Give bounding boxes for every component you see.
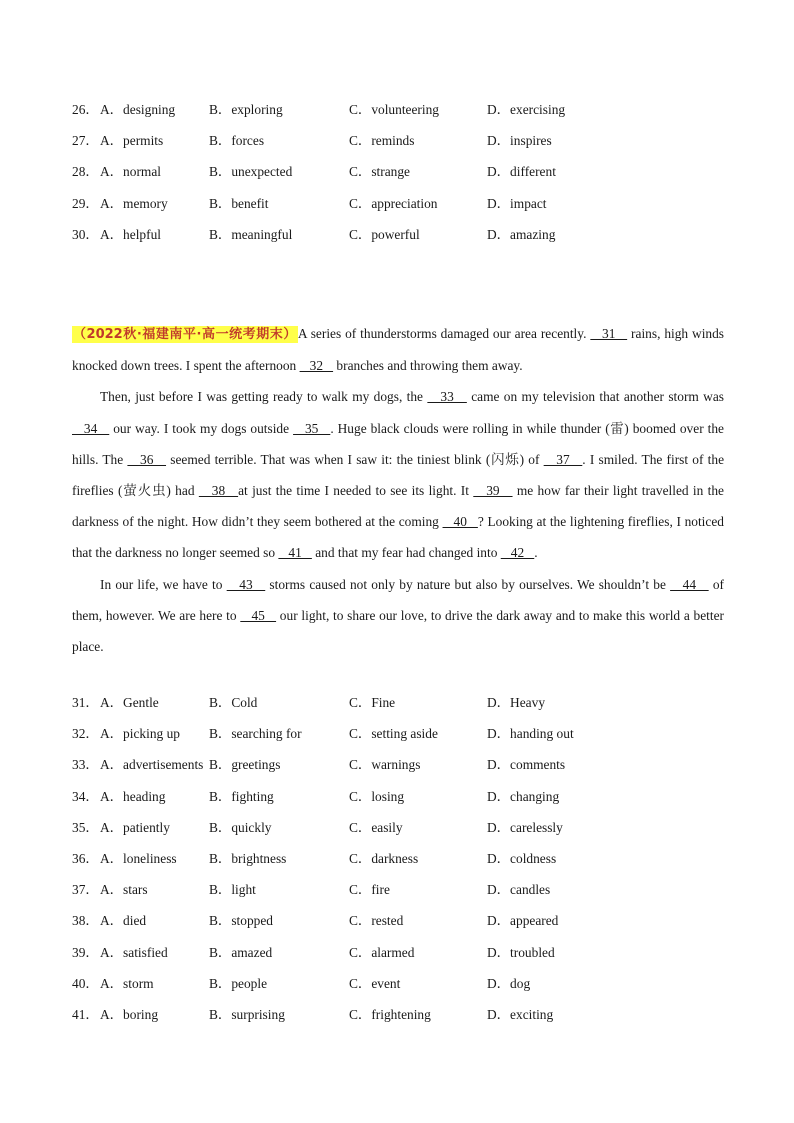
- option-b: B．greetings: [209, 757, 281, 773]
- option-c: C．event: [349, 975, 401, 991]
- option-a: A．picking up: [100, 726, 180, 742]
- blank-33: 33: [427, 389, 467, 405]
- question-row: [72, 911, 732, 942]
- blank-39: 39: [473, 483, 513, 499]
- option-d: D．inspires: [487, 133, 552, 149]
- option-a: A．heading: [100, 788, 166, 804]
- option-b: B．light: [209, 882, 256, 898]
- blank-32: 32: [299, 358, 334, 374]
- option-b: B．unexpected: [209, 164, 293, 180]
- option-d: D．handing out: [487, 726, 574, 742]
- passage-text: .: [534, 545, 538, 561]
- question-number: 29．: [72, 195, 99, 211]
- option-a: A．died: [100, 913, 147, 929]
- option-c: C．fire: [349, 882, 390, 898]
- passage-text: seemed terrible. That was when I saw it: the tiniest blink (闪烁) of: [166, 451, 544, 467]
- passage-text: rains, high winds knocked down trees. I spent the afternoon: [72, 326, 725, 374]
- option-list-26-30: [72, 100, 732, 256]
- option-a: A．boring: [100, 1006, 159, 1022]
- option-d: D．candles: [487, 882, 551, 898]
- question-row: [72, 225, 732, 256]
- option-b: B．surprising: [209, 1006, 285, 1022]
- option-d: D．impact: [487, 195, 547, 211]
- passage-text: Then, just before I was getting ready to walk my dogs, the: [100, 389, 428, 405]
- question-row: [72, 818, 732, 849]
- blank-44: 44: [670, 576, 709, 592]
- option-a: A．stars: [100, 882, 148, 898]
- question-number: 31．: [72, 695, 99, 710]
- option-a: A．storm: [100, 975, 154, 991]
- passage-text: . I smiled. The first of the fireflies (萤火虫) had: [72, 451, 725, 499]
- option-c: C．setting aside: [349, 726, 438, 742]
- blank-36: 36: [127, 451, 167, 467]
- question-number: 37．: [72, 882, 99, 898]
- question-row: [72, 693, 732, 724]
- paragraph-1: [72, 318, 724, 381]
- option-a: A．advertisements: [100, 757, 204, 773]
- option-c: C．Fine: [349, 695, 396, 710]
- passage-text: at just the time I needed to see its light. It: [238, 483, 474, 499]
- option-b: B．forces: [209, 133, 265, 149]
- question-number: 30．: [72, 226, 99, 242]
- blank-41: 41: [278, 545, 312, 561]
- option-c: C．appreciation: [349, 195, 438, 211]
- blank-40: 40: [442, 514, 478, 530]
- blank-43: 43: [226, 576, 266, 592]
- question-row: [72, 100, 732, 131]
- question-row: [72, 880, 732, 911]
- option-c: C．frightening: [349, 1006, 431, 1022]
- question-row: [72, 943, 732, 974]
- question-row: [72, 162, 732, 193]
- option-c: C．darkness: [349, 850, 419, 866]
- passage-text: . Huge black clouds were rolling in while thunder (雷) boomed over the hills. The: [72, 420, 724, 467]
- question-row: [72, 849, 732, 880]
- option-c: C．easily: [349, 819, 403, 835]
- option-b: B．searching for: [209, 726, 302, 742]
- option-d: D．coldness: [487, 850, 557, 866]
- paragraph-2: [72, 381, 724, 568]
- option-c: C．powerful: [349, 226, 420, 242]
- passage-text: storms caused not only by nature but also by ourselves. We shouldn’t be: [265, 576, 671, 592]
- option-d: D．appeared: [487, 913, 559, 929]
- option-c: C．warnings: [349, 757, 421, 773]
- option-c: C．reminds: [349, 133, 415, 149]
- question-row: [72, 787, 732, 818]
- passage-text: our light, to share our love, to drive the dark away and to make this world a better place.: [72, 607, 724, 655]
- passage-text: our way. I took my dogs outside: [109, 420, 294, 436]
- source-label: （2022秋·福建南平·高一统考期末）: [73, 327, 297, 342]
- option-c: C．volunteering: [349, 102, 440, 117]
- blank-45: 45: [240, 607, 277, 623]
- passage-text: came on my television that another storm was: [466, 389, 724, 405]
- option-d: D．dog: [487, 975, 531, 991]
- option-d: D．carelessly: [487, 819, 563, 835]
- question-row: [72, 131, 732, 162]
- option-c: C．strange: [349, 164, 410, 180]
- option-a: A．satisfied: [100, 944, 168, 960]
- question-number: 40．: [72, 975, 99, 991]
- question-row: [72, 194, 732, 225]
- question-number: 41．: [72, 1006, 99, 1022]
- passage-text: ? Looking at the lightening fireflies, I noticed that the darkness no longer seemed so: [72, 514, 724, 561]
- question-number: 39．: [72, 944, 99, 960]
- option-d: D．troubled: [487, 944, 555, 960]
- option-d: D．different: [487, 164, 556, 180]
- option-b: B．fighting: [209, 788, 274, 804]
- option-d: D．exciting: [487, 1006, 554, 1022]
- option-b: B．exploring: [209, 102, 283, 117]
- option-b: B．brightness: [209, 850, 287, 866]
- question-number: 26．: [72, 102, 99, 117]
- question-number: 38．: [72, 913, 99, 929]
- option-b: B．stopped: [209, 913, 273, 929]
- question-row: [72, 974, 732, 1005]
- question-row: [72, 1005, 732, 1036]
- blank-35: 35: [293, 420, 331, 436]
- option-d: D．changing: [487, 788, 560, 804]
- option-c: C．rested: [349, 913, 404, 929]
- option-a: A．helpful: [100, 226, 161, 242]
- question-row: [72, 724, 732, 755]
- option-d: D．comments: [487, 757, 566, 773]
- paragraph-3: [72, 569, 724, 663]
- passage-text: me how far their light travelled in the darkness of the night. How didn’t they seem bothered at the coming: [72, 483, 724, 530]
- option-a: A．permits: [100, 133, 164, 149]
- question-number: 34．: [72, 788, 99, 804]
- question-number: 28．: [72, 164, 99, 180]
- blank-34: 34: [72, 420, 110, 436]
- option-c: C．alarmed: [349, 944, 415, 960]
- passage-text: of them, however. We are here to: [72, 576, 725, 623]
- option-b: B．meaningful: [209, 226, 293, 242]
- passage-text: In our life, we have to: [100, 576, 227, 592]
- option-d: D．amazing: [487, 226, 556, 242]
- passage-text: and that my fear had changed into: [311, 545, 501, 561]
- option-a: A．Gentle: [100, 695, 159, 710]
- blank-37: 37: [543, 451, 583, 467]
- option-a: A．memory: [100, 195, 168, 211]
- blank-42: 42: [500, 545, 535, 561]
- blank-38: 38: [198, 483, 239, 499]
- option-d: D．exercising: [487, 102, 566, 117]
- option-b: B．Cold: [209, 695, 258, 710]
- question-row: [72, 755, 732, 786]
- option-a: A．loneliness: [100, 850, 177, 866]
- option-b: B．people: [209, 975, 268, 991]
- option-a: A．designing: [100, 102, 176, 117]
- passage-text: branches and throwing them away.: [333, 358, 523, 374]
- passage-text: A series of thunderstorms damaged our area recently.: [297, 326, 591, 341]
- option-list-31-41: [72, 693, 732, 1036]
- option-c: C．losing: [349, 788, 405, 804]
- option-a: A．patiently: [100, 819, 170, 835]
- option-a: A．normal: [100, 164, 161, 180]
- question-number: 35．: [72, 819, 99, 835]
- option-b: B．quickly: [209, 819, 272, 835]
- cloze-passage: [72, 318, 724, 662]
- question-number: 27．: [72, 133, 99, 149]
- option-d: D．Heavy: [487, 695, 546, 710]
- question-number: 32．: [72, 726, 99, 742]
- question-number: 33．: [72, 757, 99, 773]
- option-b: B．amazed: [209, 944, 273, 960]
- option-b: B．benefit: [209, 195, 269, 211]
- question-number: 36．: [72, 850, 99, 866]
- blank-31: 31: [590, 326, 628, 341]
